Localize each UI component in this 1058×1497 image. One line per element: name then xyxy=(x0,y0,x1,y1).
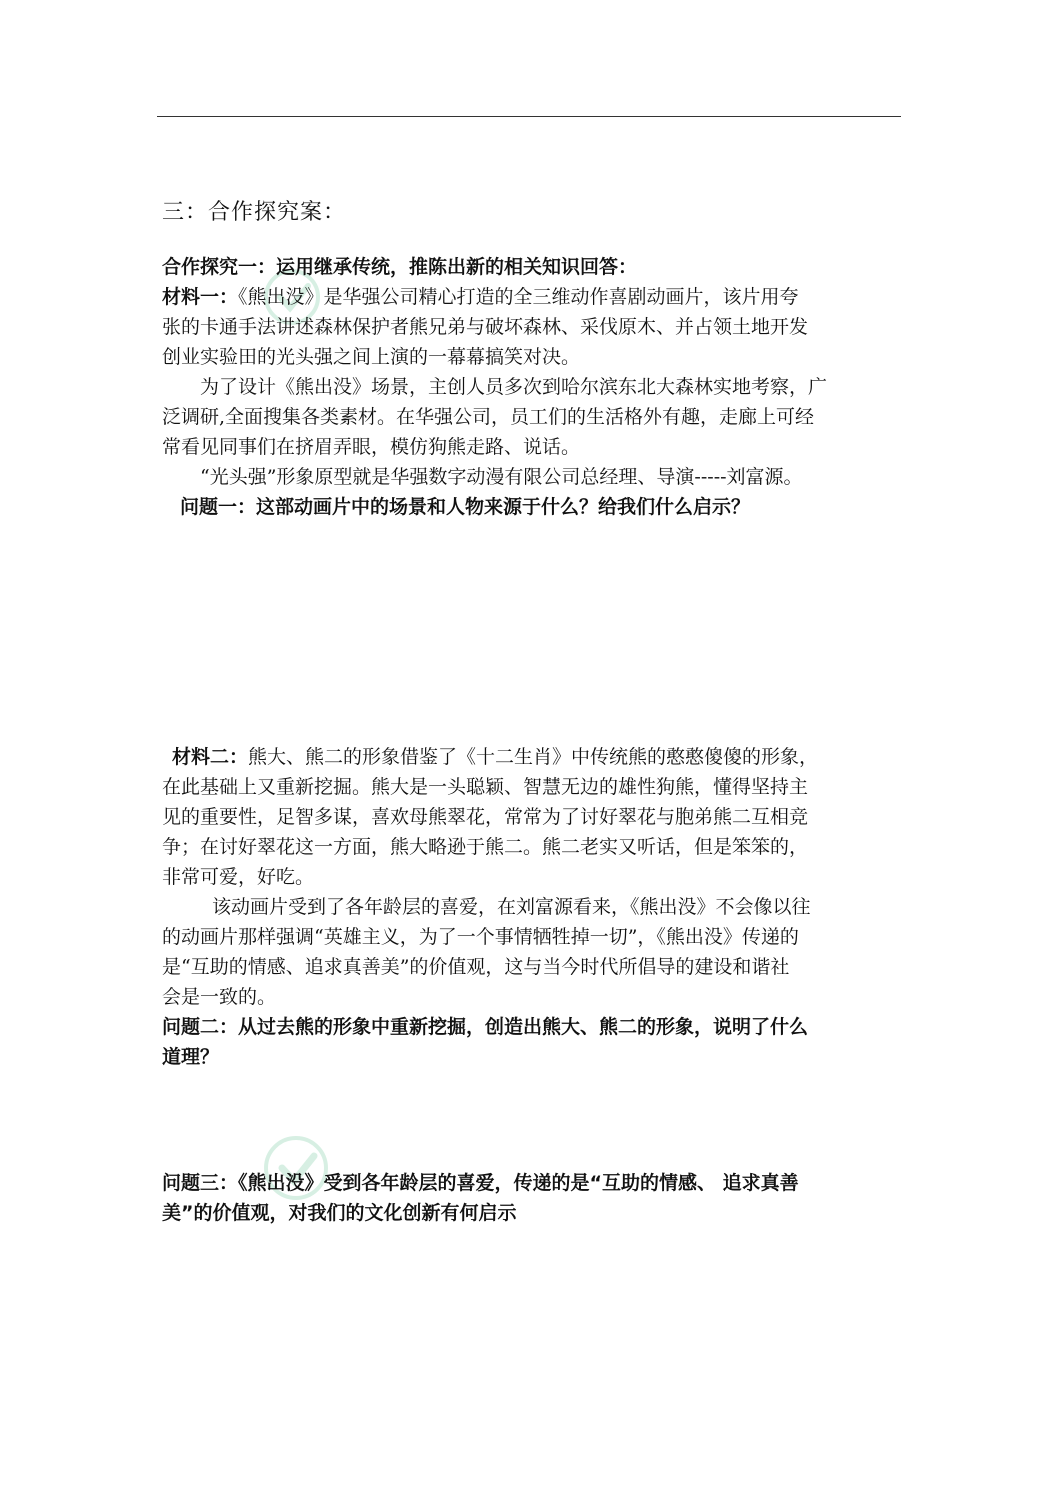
material2-label: 材料二： xyxy=(172,746,249,768)
material1-line-3: 创业实验田的光头强之间上演的一幕幕搞笑对决。 xyxy=(162,346,581,368)
part1-heading: 合作探究一：运用继承传统，推陈出新的相关知识回答： xyxy=(162,256,638,278)
paragraph-popularity-2: 的动画片那样强调“英雄主义，为了一个事情牺牲掉一切”，《熊出没》传递的 xyxy=(162,926,799,948)
paragraph-scene-1: 为了设计《熊出没》场景，主创人员多次到哈尔滨东北大森林实地考察，广 xyxy=(200,376,828,398)
header-rule xyxy=(157,116,901,117)
paragraph-popularity-3: 是“互助的情感、追求真善美”的价值观，这与当今时代所倡导的建设和谐社 xyxy=(162,956,790,978)
paragraph-popularity-4: 会是一致的。 xyxy=(162,986,277,1008)
section-title: 三：合作探究案： xyxy=(162,200,347,225)
question-3-line-2: 美”的价值观，对我们的文化创新有何启示 xyxy=(162,1202,517,1224)
question-1: 问题一：这部动画片中的场景和人物来源于什么？给我们什么启示？ xyxy=(180,496,751,518)
material1-line-2: 张的卡通手法讲述森林保护者熊兄弟与破坏森林、采伐原木、并占领土地开发 xyxy=(162,316,809,338)
material1-line-1 xyxy=(162,282,902,312)
question-2-line-2: 道理？ xyxy=(162,1046,220,1068)
paragraph-scene-3: 常看见同事们在挤眉弄眼，模仿狗熊走路、说话。 xyxy=(162,436,581,458)
material2-line-4: 争；在讨好翠花这一方面，熊大略逊于熊二。熊二老实又听话，但是笨笨的， xyxy=(162,836,809,858)
paragraph-scene-2: 泛调研,全面搜集各类素材。在华强公司，员工们的生活格外有趣，走廊上可经 xyxy=(162,406,815,428)
document-body xyxy=(162,196,902,1228)
paragraph-popularity-1: 该动画片受到了各年龄层的喜爱，在刘富源看来，《熊出没》不会像以往 xyxy=(212,896,811,918)
material2-line-2: 在此基础上又重新挖掘。熊大是一头聪颖、智慧无边的雄性狗熊，懂得坚持主 xyxy=(162,776,809,798)
answer-space-1 xyxy=(162,522,902,742)
question-3-line-1: 问题三：《熊出没》受到各年龄层的喜爱，传递的是“互助的情感、 追求真善 xyxy=(162,1172,799,1194)
material2-line-3: 见的重要性，足智多谋，喜欢母熊翠花，常常为了讨好翠花与胞弟熊二互相竞 xyxy=(162,806,809,828)
material2-text-1: 熊大、熊二的形象借鉴了《十二生肖》中传统熊的憨憨傻傻的形象， xyxy=(248,746,819,768)
material1-text-1: 《熊出没》是华强公司精心打造的全三维动作喜剧动画片，该片用夸 xyxy=(238,286,799,308)
material1-label: 材料一： xyxy=(162,286,239,308)
material2-line-5: 非常可爱，好吃。 xyxy=(162,866,315,888)
question-2-line-1: 问题二：从过去熊的形象中重新挖掘，创造出熊大、熊二的形象，说明了什么 xyxy=(162,1016,809,1038)
answer-space-2 xyxy=(162,1072,902,1168)
paragraph-prototype: “光头强”形象原型就是华强数字动漫有限公司总经理、导演-----刘富源。 xyxy=(200,466,803,488)
material2-line-1 xyxy=(162,742,902,772)
